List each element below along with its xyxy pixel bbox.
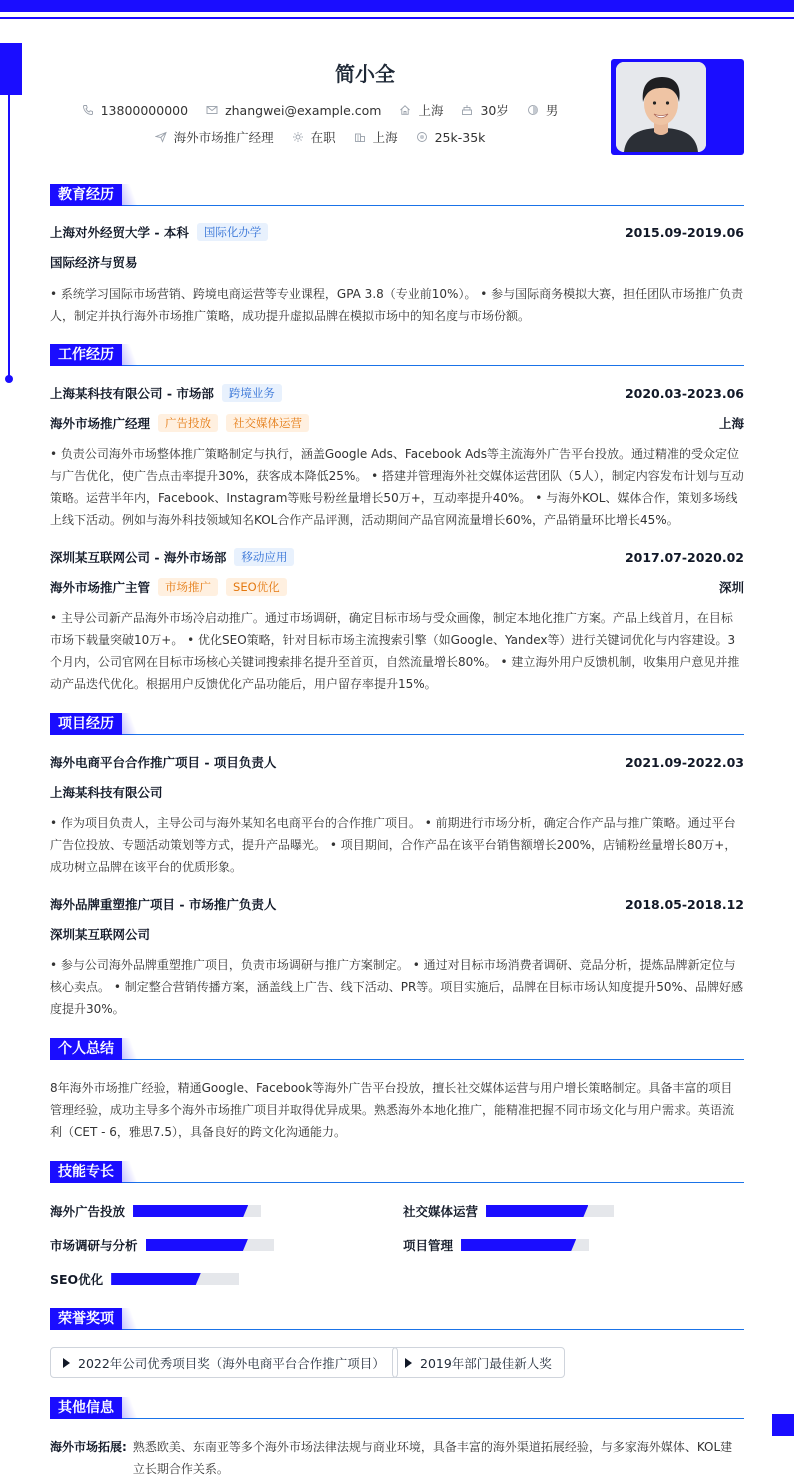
project-org-row: [50, 925, 744, 943]
skill-item: [50, 1202, 261, 1220]
work-position-row: [50, 414, 744, 432]
candidate-name: 简小全: [335, 62, 395, 86]
project-description: • 作为项目负责人，主导公司与海外某知名电商平台的合作推广项目。 • 前期进行市场分析，确定合作产品与推广策略。通过平台广告位投放、专题活动策划等方式，提升产品曝光。 • 项目期间，合作产品在该平台销售额增长200%，店铺粉丝量增长80万+，成功树立品牌在该平台的优质形象。: [50, 816, 737, 874]
email-text: zhangwei@example.com: [225, 102, 382, 118]
job-row: [50, 128, 590, 146]
phone-icon: [82, 104, 94, 116]
education-title: 教育经历: [50, 184, 122, 206]
award-item: [392, 1347, 565, 1378]
award-text: 2022年公司优秀项目奖（海外电商平台合作推广项目）: [78, 1355, 385, 1371]
work-location: 上海: [718, 416, 744, 431]
top-accent-line: [0, 17, 794, 19]
summary-text: 8年海外市场推广经验，精通Google、Facebook等海外广告平台投放，擅长社交媒体运营与用户增长策略制定。具备丰富的项目管理经验，成功主导多个海外市场推广项目并取得优异成果。熟悉海外本地化推广，能精准把握不同市场文化与用户需求。英语流利（CET - 6，雅思7.5），具备良好的跨文化沟通能力。: [50, 1081, 735, 1139]
project-row: [50, 753, 744, 771]
company-tag: 跨境业务: [222, 384, 282, 402]
other-section-header: [50, 1397, 744, 1419]
summary-title: 个人总结: [50, 1038, 122, 1060]
skill-bar-fill: [461, 1239, 576, 1251]
top-accent-bar: [0, 0, 794, 12]
skill-name: 社交媒体运营: [403, 1204, 479, 1219]
age-text: 30岁: [480, 103, 509, 118]
project-org-row: [50, 783, 744, 801]
skill-item: [403, 1202, 614, 1220]
city-item: [399, 101, 443, 119]
project-org: 上海某科技有限公司: [50, 785, 163, 800]
skill-bar: [461, 1239, 589, 1251]
work-position-row: [50, 578, 744, 596]
project-date: 2018.05-2018.12: [624, 896, 744, 912]
projects-section-header: [50, 713, 744, 735]
email-item: [206, 103, 381, 118]
skill-bar-fill: [146, 1239, 248, 1251]
avatar: [616, 62, 706, 152]
project-name: 海外电商平台合作推广项目 - 项目负责人: [50, 755, 277, 770]
skill-name: 市场调研与分析: [50, 1238, 138, 1253]
job-title-text: 海外市场推广经理: [173, 130, 274, 145]
position-name: 海外市场推广经理: [50, 416, 151, 431]
skill-bar: [133, 1205, 261, 1217]
building-icon: [354, 131, 366, 143]
city-text: 上海: [418, 103, 444, 118]
award-item: [50, 1347, 398, 1378]
summary-section-header: [50, 1038, 744, 1060]
send-icon: [155, 131, 167, 143]
company-name: 上海某科技有限公司 - 市场部: [50, 386, 214, 401]
major-name: 国际经济与贸易: [50, 255, 138, 270]
skill-name: 项目管理: [403, 1238, 454, 1253]
section-rule: [50, 734, 744, 735]
projects-title: 项目经历: [50, 713, 122, 735]
salary-item: [416, 130, 486, 145]
phone-text: 13800000000: [100, 102, 189, 118]
section-rule: [50, 205, 744, 206]
section-rule: [50, 1182, 744, 1183]
section-rule: [50, 1059, 744, 1060]
education-section-header: [50, 184, 744, 206]
skill-bar-fill: [111, 1273, 201, 1285]
skill-item: [50, 1270, 239, 1288]
contact-row: [50, 101, 590, 119]
project-org: 深圳某互联网公司: [50, 927, 151, 942]
school-name: 上海对外经贸大学 - 本科: [50, 225, 189, 240]
other-info-row: [50, 1436, 744, 1480]
skill-tag: 广告投放: [158, 414, 218, 432]
section-rule: [50, 1329, 744, 1330]
left-accent-line: [8, 95, 10, 378]
project-row: [50, 895, 744, 913]
gender-text: 男: [545, 103, 559, 118]
triangle-right-icon: [405, 1358, 412, 1368]
other-text: 熟悉欧美、东南亚等多个海外市场法律法规与商业环境，具备丰富的海外渠道拓展经验，与多家海外媒体、KOL建立长期合作关系。: [132, 1440, 733, 1476]
skill-name: 海外广告投放: [50, 1204, 126, 1219]
mail-icon: [206, 104, 218, 116]
work-date: 2017.07-2020.02: [624, 549, 744, 565]
company-tag: 移动应用: [234, 548, 294, 566]
work-description: • 负责公司海外市场整体推广策略制定与执行，涵盖Google Ads、Facebook Ads等主流海外广告平台投放。通过精准的受众定位与广告优化，使广告点击率提升30%，获客成本降低25%。 • 搭建并管理海外社交媒体运营团队（5人），制定内容发布计划与互动策略。运营半年内，Facebook、Instagram等账号粉丝量增长50万+，互动率提升40%。 • 与海外KOL、媒体合作，策划多场线上线下活动。例如与海外科技领域知名KOL合作产品评测，活动期间产品官网流量增长60%，产品销量环比增长45%。: [50, 447, 744, 527]
skill-bar-fill: [133, 1205, 248, 1217]
education-description: • 系统学习国际市场营销、跨境电商运营等专业课程，GPA 3.8（专业前10%）。 • 参与国际商务模拟大赛，担任团队市场推广负责人，制定并执行海外市场推广策略，成功提升虚拟品牌在模拟市场中的知名度与市场份额。: [50, 287, 744, 323]
status-icon: [292, 131, 304, 143]
skill-tag: 社交媒体运营: [226, 414, 309, 432]
work-section-header: [50, 344, 744, 366]
work-city-item: [354, 128, 398, 146]
project-name: 海外品牌重塑推广项目 - 市场推广负责人: [50, 897, 277, 912]
status-item: [292, 128, 336, 146]
award-text: 2019年部门最佳新人奖: [420, 1355, 552, 1371]
skill-item: [50, 1236, 274, 1254]
left-accent-dot: [5, 375, 13, 383]
education-date: 2015.09-2019.06: [624, 224, 744, 240]
work-city-text: 上海: [372, 130, 398, 145]
age-icon: [461, 104, 473, 116]
education-tag: 国际化办学: [197, 223, 269, 241]
other-title: 其他信息: [50, 1397, 122, 1419]
section-rule: [50, 365, 744, 366]
phone-item: [82, 103, 188, 118]
skills-title: 技能专长: [50, 1161, 122, 1183]
gender-icon: [527, 104, 539, 116]
job-title-item: [155, 128, 274, 146]
company-name: 深圳某互联网公司 - 海外市场部: [50, 550, 227, 565]
left-accent-block: [0, 43, 22, 95]
work-location: 深圳: [718, 580, 744, 595]
skill-tag: 市场推广: [158, 578, 218, 596]
position-name: 海外市场推广主管: [50, 580, 151, 595]
education-school-row: [50, 223, 744, 241]
work-title: 工作经历: [50, 344, 122, 366]
work-company-row: [50, 548, 744, 566]
right-accent-block: [772, 1414, 794, 1436]
triangle-right-icon: [63, 1358, 70, 1368]
work-description: • 主导公司新产品海外市场冷启动推广。通过市场调研，确定目标市场与受众画像，制定本地化推广方案。产品上线首月，在目标市场下载量突破10万+。 • 优化SEO策略，针对目标市场主流搜索引擎（如Google、Yandex等）进行关键词优化与内容建设。3个月内，公司官网在目标市场核心关键词搜索排名提升至首页，自然流量增长80%。 • 建立海外用户反馈机制，收集用户意见并推动产品迭代优化。根据用户反馈优化产品功能后，用户留存率提升15%。: [50, 611, 740, 691]
awards-title: 荣誉奖项: [50, 1308, 122, 1330]
gender-item: [527, 101, 559, 119]
skill-tag: SEO优化: [226, 578, 287, 596]
home-icon: [399, 104, 411, 116]
skill-name: SEO优化: [50, 1272, 104, 1287]
section-rule: [50, 1418, 744, 1419]
salary-text: 25k-35k: [434, 129, 486, 145]
education-major-row: [50, 253, 744, 271]
skills-section-header: [50, 1161, 744, 1183]
skill-bar: [146, 1239, 274, 1251]
skill-bar-fill: [486, 1205, 588, 1217]
project-description: • 参与公司海外品牌重塑推广项目，负责市场调研与推广方案制定。 • 通过对目标市场消费者调研、竞品分析，提炼品牌新定位与核心卖点。 • 制定整合营销传播方案，涵盖线上广告、线下活动、PR等。项目实施后，品牌在目标市场认知度提升50%、品牌好感度提升30%。: [50, 958, 743, 1016]
skill-item: [403, 1236, 589, 1254]
work-company-row: [50, 384, 744, 402]
skill-bar: [111, 1273, 239, 1285]
work-date: 2020.03-2023.06: [624, 385, 744, 401]
project-date: 2021.09-2022.03: [624, 754, 744, 770]
awards-section-header: [50, 1308, 744, 1330]
status-text: 在职: [310, 130, 336, 145]
salary-icon: [416, 131, 428, 143]
age-item: [461, 101, 508, 119]
other-label: 海外市场拓展:: [50, 1440, 127, 1454]
skill-bar: [486, 1205, 614, 1217]
